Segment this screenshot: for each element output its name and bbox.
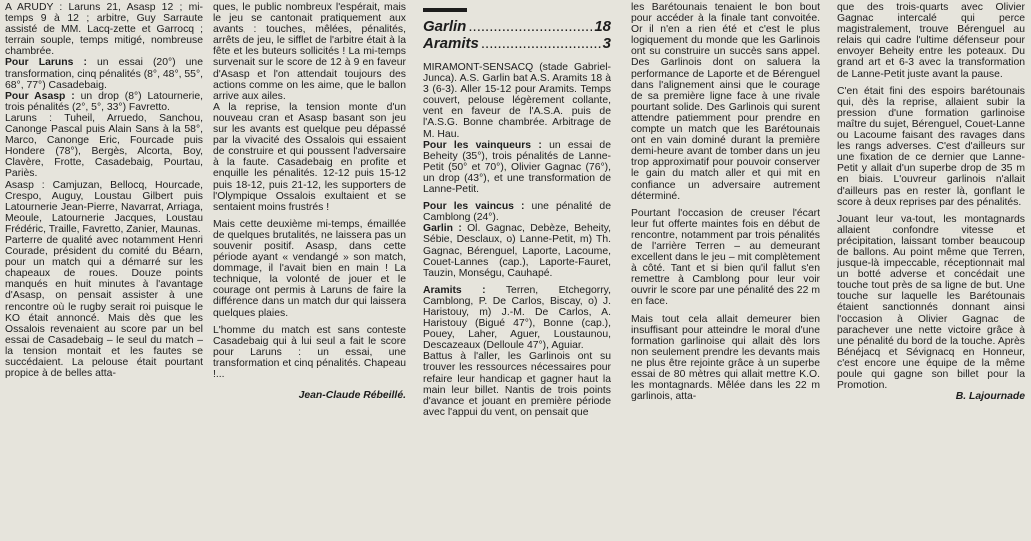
lineup-text: Terren, Etchegorry, Camblong, P. De Carlos, Biscay, o) J. Haristouy, m) J.-M. De Carlos, A. Haristouy (Bigué 47°), Bonne (cap.), Pouey, Laher, Aguer, Loustaunou, Descazeaux (Delloule 47°), Aguiar. — [423, 284, 611, 352]
asasp-lineup: Asasp : Camjuzan, Bellocq, Hourcade, Crespo, Auguy, Loustau Gilbert puis Latournerie Jean-Pierre, Navarrat, Arriaga, Meoule, Latournerie Jacques, Loustau Frédéric, Traille, Favretto, Zanier, Maunas. — [5, 179, 203, 235]
leader-dots — [468, 18, 592, 35]
article-body-paragraph: A la reprise, la tension monte d'un nouveau cran et Asasp basant son jeu sur les avants est quelque peu dépassé par la vivacité des Ossalois qui essaient de construire et qui poussent l'adversaire à la faute. Casadebaig en profite et enquille les pénalités. 12-12 puis 15-12 puis 18-12, puis 21-12, les supporters de l'Olympique Ossalois exultaient et se sentaient moins frustrés ! — [213, 101, 406, 213]
match-summary: MIRAMONT-SENSACQ (stade Gabriel-Junca). A.S. Garlin bat A.S. Aramits 18 à 3 (6-3). Aller 15-12 pour Aramits. Temps couvert, pelouse légèrement collante, vent en faveur de l'A.S.A. puis de l'A.S.G. Bonne chambrée. Arbitrage de M. Hau. — [423, 62, 611, 140]
scorers-text: un essai de Beheity (35°), trois pénalités de Lanne-Petit (50° et 70°), Olivier Gagnac (76°), un drop (43°), et une transformation de Lanne-Petit. — [423, 139, 611, 196]
score-line-aramits — [423, 35, 611, 52]
article-garlin-aramits-column-1 — [423, 2, 611, 541]
article-body-paragraph: Battus à l'aller, les Garlinois ont su trouver les ressources nécessaires pour refaire leur handicap et gagner haut la main leur billet. Nantis de trois points d'avance et jouant en première période avec l'appui du vent, on pensait que — [423, 351, 611, 418]
article-body-paragraph: Mais tout cela allait demeurer bien insuffisant pour atteindre le moral d'une formation garlinoise qui allait dès lors non seulement prendre les devants mais ne plus être rejointe grâce à un superbe essai de 80 mètres qui allait mettre K.O. les montagnards. Mêlée dans les 22 m garlinois, atta- — [631, 313, 820, 403]
team-name: Garlin — [423, 18, 467, 35]
losers-scorers — [423, 201, 611, 223]
article-body-paragraph: Pourtant l'occasion de creuser l'écart leur fut offerte maintes fois en début de rencontre, notamment par trois pénalités de l'arrière Terren – au demeurant excellent dans le jeu – mit complètement à côté. Tant et si bien qu'il fallut s'en remettre à Camblong pour leur voir ouvrir le score par une pénalité des 22 m en face. — [631, 207, 820, 308]
asasp-scorers — [5, 91, 203, 113]
scorers-label: Pour les vaincus : — [423, 201, 525, 213]
garlin-lineup — [423, 223, 611, 278]
headline-rule — [423, 8, 467, 12]
lineup-label: Aramits : — [423, 284, 486, 296]
author-signature: B. Lajournade — [955, 391, 1025, 403]
article-body-paragraph: les Barétounais tenaient le bon bout pour accéder à la finale tant convoitée. Or il n'en a rien été et c'est le plus logiquement du monde que les Garlinois ont su construire un succès sans appel. Des Garlinois dont on saluera la performance de Laporte et de Bérenguel dans l'alignement ainsi que le courage de sa première ligne face à une rivale pourtant solide. Des Garlinois qui surent attendre patiemment pour prendre en compte un match que les Barétounais ont en vain dominé durant la première demi-heure avant de tomber dans un jeu trop approximatif pour pouvoir conserver le gain du match aller et qui mit en confiance un adversaire autrement déterminé. — [631, 2, 820, 202]
lineup-label: Garlin : — [423, 223, 462, 235]
article-garlin-aramits-column-2 — [631, 2, 820, 541]
match-summary: A ARUDY : Laruns 21, Asasp 12 ; mi-temps 9 à 12 ; arbitre, Guy Sarraute assisté de MM. Lacq-zette et Garrocq ; terrain souple, temps mitigé, nombreuse chambrée. — [5, 2, 203, 58]
article-body-paragraph: ques, le public nombreux l'espérait, mais le jeu se cantonait pratiquement aux avants : touches, mêlées, pénalités, arrêts de jeu, le sifflet de l'arbitre était à la fête et les buteurs sollicités ! La mi-temps survenait sur le score de 12 à 9 en faveur d'Asasp et l'on attendait toujours des actions comme on les aime, que le ballon arrive aux ailes. — [213, 2, 406, 102]
team-score: 3 — [602, 35, 611, 52]
article-body-paragraph: que des trois-quarts avec Olivier Gagnac intercalé qui perce magistralement, trouve Bérenguel au relais qui cadre l'ultime défenseur pour envoyer Beheity entre les poteaux. Du grand art et 6-3 avec la transformation de Lanne-Petit juste avant la pause. — [837, 2, 1025, 80]
article-garlin-aramits-column-3 — [837, 2, 1025, 541]
article-laruns-asasp-column-1 — [5, 2, 203, 541]
team-score: 18 — [594, 18, 611, 35]
leader-dots — [481, 35, 601, 52]
man-of-the-match-paragraph: L'homme du match est sans conteste Casadebaig qui à lui seul a fait le score pour Laruns : un essai, une transformation et cinq pénalités. Chapeau !... — [213, 324, 406, 380]
laruns-lineup: Laruns : Tuheil, Arruedo, Sanchou, Canonge Pascal puis Alain Sans à la 58°, Marco, Canonge Eric, Fourcade puis Hondere (78°), Bergès, Alcorta, Boy, Clavère, Frotte, Casadebaig, Pourtau, Pariès. — [5, 112, 203, 180]
scorers-text: une pénalité de Camblong (24°). — [423, 201, 611, 224]
winners-scorers — [423, 140, 611, 195]
article-laruns-asasp-column-2 — [213, 2, 406, 541]
scorers-text: un essai (20°) une transformation, cinq pénalités (8°, 48°, 55°, 68°, 77°) Casadebaig. — [5, 57, 203, 91]
score-line-garlin — [423, 18, 611, 35]
aramits-lineup — [423, 285, 611, 352]
author-signature: Jean-Claude Rébeillé. — [298, 390, 406, 402]
article-body-paragraph: Parterre de qualité avec notamment Henri Courade, président du comité du Béarn, pour un match qui a démarré sur les chapeaux de roues. Douze points manqués en huit minutes à l'avantage d'Asasp, on pensait assister à une rencontre où le rugby serait roi puisque le KO était annoncé. Mais dès que les Ossalois revenaient au score par un bel essai de Casadebaig – le seul du match – la tension montait et les fautes se succédaient. La pelouse était pourtant propice à de belles atta- — [5, 234, 203, 380]
team-name: Aramits — [423, 35, 479, 52]
article-body-paragraph: C'en était fini des espoirs barétounais qui, dès la reprise, allaient subir la pression d'une formation garlinoise maître du sujet, Bérenguel, Couet-Lanne ou Lacoume faisant des ravages dans les rangs adverses. C'est d'ailleurs sur une fixation de ce dernier que Lanne-Petit y allait d'un superbe drop de 35 m en biais. L'ouvreur garlinois n'allait d'ailleurs pas en rester là, gonflant le score à deux reprises par des pénalités. — [837, 85, 1025, 208]
scorers-label: Pour Asasp : — [5, 90, 75, 102]
laruns-scorers — [5, 57, 203, 90]
scorers-label: Pour Laruns : — [5, 57, 87, 69]
scorers-label: Pour les vainqueurs : — [423, 139, 542, 151]
lineup-text: Ol. Gagnac, Debèze, Beheity, Sébie, Desclaux, o) Lanne-Petit, m) Th. Gagnac, Bérenguel, Laporte, Lacoume, Couet-Lannes (cap.), Laporte-Fauret, Tauzin, Monségu, Cauhapé. — [423, 223, 611, 279]
scorers-text: un drop (8°) Latournerie, trois pénalités (2°, 5°, 33°) Favretto. — [5, 90, 203, 113]
article-body-paragraph: Jouant leur va-tout, les montagnards allaient confondre vitesse et précipitation, laissant tomber beaucoup de ballons. Au point même que Terren, jusque-là impeccable, réceptionnait mal un botté adverse et concédait une touche tout près de sa ligne de but. Une touche sur laquelle les Barétounais étaient sanctionnés donnant ainsi l'occasion à Olivier Gagnac de parachever une nette victoire grâce à une pénalité du bord de la touche. Après Bénéjacq et Sévignacq en Honneur, c'est encore une équipe de la même poule qui gagne son billet pour la Promotion. — [837, 213, 1025, 392]
article-body-paragraph: Mais cette deuxième mi-temps, émaillée de quelques brutalités, ne laissera pas un souvenir positif. Asasp, dans cette période ayant « vendangé » son match, dommage, il l'avait bien en main ! La technique, la volonté de jouer et le courage ont permis à Laruns de faire la différence dans un match dur qui laissera quelques plaies. — [213, 218, 406, 319]
